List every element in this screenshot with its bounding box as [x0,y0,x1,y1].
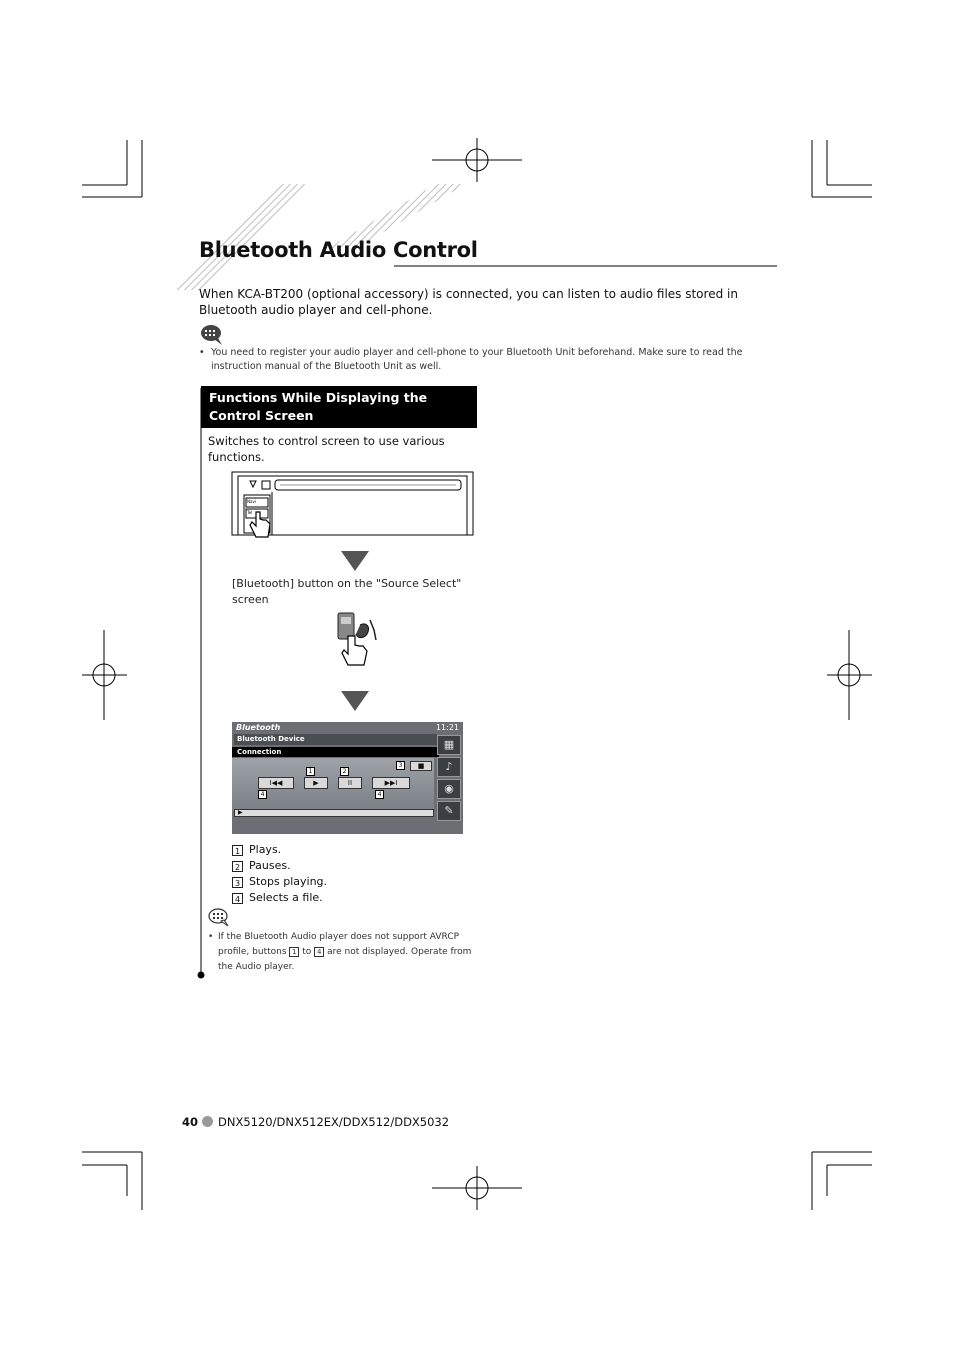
item-number: 4 [232,893,243,904]
connection-label: Connection [232,747,439,757]
item-number: 2 [232,861,243,872]
device-button-navi: Navi [247,499,256,504]
note-icon [201,325,222,345]
play-button[interactable]: ▶ [304,777,328,789]
bluetooth-caption: [Bluetooth] button on the "Source Select" screen [232,577,462,606]
switches-text: Switches to control screen to use various functions. [208,434,445,464]
menu-icon[interactable]: ▦ [437,735,461,755]
footer-dot-icon [202,1116,213,1127]
page-number: 40 [182,1115,199,1129]
bullet: • [208,932,214,942]
note-text-part: If the Bluetooth Audio player does not support AVRCP profile, buttons [218,932,460,957]
item-text: Selects a file. [249,891,323,904]
note-top-text: You need to register your audio player and cell-phone to your Bluetooth Unit beforehand. Make sure to read the instruction manual of the Bluetooth Unit as well. [211,347,743,372]
page-footer [182,1115,449,1129]
callout-2: 2 [340,767,349,776]
bluetooth-control-screen [232,722,463,834]
note-bottom-text [208,930,472,975]
note-bottom [208,930,472,975]
list-item [232,875,327,889]
item-text: Plays. [249,843,282,856]
device-button-tel: Tel [247,510,253,515]
item-number: 3 [232,877,243,888]
list-item [232,843,281,857]
list-item [232,859,291,873]
page-title: Bluetooth Audio Control [199,238,478,262]
next-track-button[interactable]: ▶▶I [372,777,410,789]
down-arrow-icon [341,691,369,711]
progress-bar[interactable] [234,809,434,817]
model-numbers: DNX5120/DNX512EX/DDX512/DDX5032 [218,1115,450,1129]
screen-title: Bluetooth [236,723,281,732]
progress-play-icon: ▶ [238,809,243,816]
note-text-part: to [302,947,312,957]
item-number: 1 [232,845,243,856]
callout-4: 4 [375,790,384,799]
screen-clock: 11:21 [435,723,459,732]
disc-icon[interactable]: ◉ [437,779,461,799]
callout-1: 1 [306,767,315,776]
stop-button[interactable]: ■ [410,761,432,771]
bluetooth-source-icon [338,613,376,665]
bluetooth-device-label: Bluetooth Device [234,734,437,745]
down-arrow-icon [341,551,369,571]
music-icon[interactable]: ♪ [437,757,461,777]
section-heading: Functions While Displaying the Control Screen [201,386,477,428]
list-item [232,891,323,905]
callout-3: 3 [396,761,405,770]
callout-4: 4 [258,790,267,799]
bullet: • [199,347,205,358]
intro-paragraph: When KCA-BT200 (optional accessory) is connected, you can listen to audio files stored in Bluetooth audio player and cell-phone. [199,287,738,317]
inline-number: 1 [289,947,299,957]
inline-number: 4 [314,947,324,957]
pause-button[interactable]: II [338,777,362,789]
prev-track-button[interactable]: I◀◀ [258,777,294,789]
note-icon [209,909,228,926]
item-text: Pauses. [249,859,291,872]
note-top [199,346,774,374]
item-text: Stops playing. [249,875,328,888]
settings-icon[interactable]: ✎ [437,801,461,821]
note-text-part: are not displayed. Operate from the Audio player. [218,947,472,972]
